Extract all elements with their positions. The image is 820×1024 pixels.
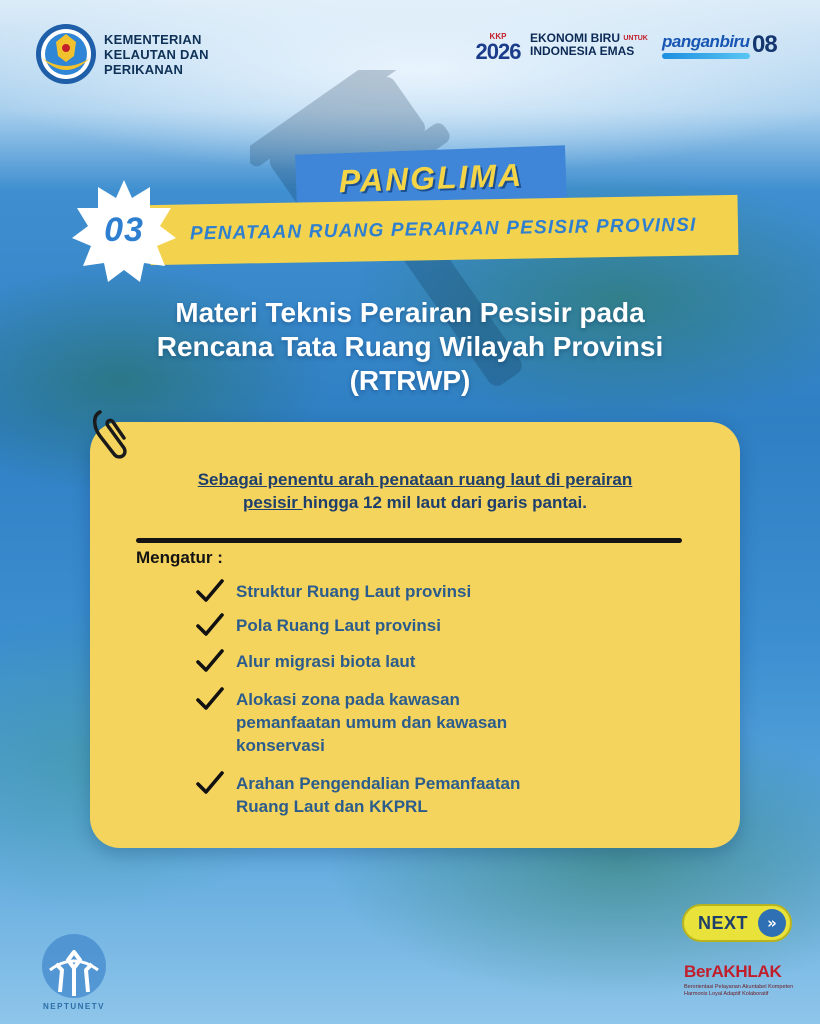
list-item	[196, 688, 636, 757]
next-label: NEXT	[698, 912, 749, 933]
panganbiru-text: panganbiru	[662, 32, 750, 51]
kkp-emblem-icon	[34, 22, 98, 86]
title-line: Materi Teknis Perairan Pesisir pada	[175, 297, 645, 328]
list-item-text	[236, 614, 441, 637]
kkp-2026-logo	[470, 32, 526, 64]
neptune-trident-icon	[40, 930, 108, 1002]
list-item-text	[236, 650, 415, 673]
wave-icon	[662, 53, 750, 59]
ekonomi-line-2: INDONESIA EMAS	[530, 44, 635, 58]
mengatur-label: Mengatur :	[136, 548, 223, 567]
next-button[interactable]	[682, 904, 792, 942]
double-chevron-icon: »	[758, 909, 786, 937]
list-item-line: Alokasi zona pada kawasan	[236, 690, 460, 709]
divider	[136, 538, 682, 543]
list-item	[196, 772, 636, 818]
list-item-line: konservasi	[236, 736, 325, 755]
list-item-line: Struktur Ruang Laut provinsi	[236, 582, 472, 601]
list-item-line: Ruang Laut dan KKPRL	[236, 797, 428, 816]
list-item-text	[236, 772, 520, 818]
checkmark-icon	[196, 612, 224, 638]
list-item-line: Alur migrasi biota laut	[236, 652, 416, 671]
checkmark-icon	[196, 578, 224, 604]
intro-underlined: Sebagai penentu arah penataan ruang laut di perairan	[197, 470, 633, 489]
list-item	[196, 650, 636, 674]
title-line: Rencana Tata Ruang Wilayah Provinsi	[156, 331, 664, 362]
panganbiru-logo	[662, 32, 750, 59]
kkp-small-label: KKP	[489, 32, 507, 41]
panglima-text: PANGLIMA	[338, 156, 524, 199]
berakhlak-tagline: Berorientasi Pelayanan Akuntabel Kompeten Harmonis Loyal Adaptif Kolaboratif	[684, 984, 794, 997]
neptune-label: NEPTUNETV	[43, 1002, 105, 1011]
list-item-line: Arahan Pengendalian Pemanfaatan	[236, 774, 521, 793]
badge-number: 03	[104, 210, 144, 249]
list-item	[196, 580, 636, 604]
checkmark-icon	[196, 648, 224, 674]
ministry-name-line: PERIKANAN	[104, 62, 184, 77]
kkp-year: 2026	[475, 39, 521, 64]
list-item-text	[236, 688, 507, 757]
ministry-name-line: KEMENTERIAN	[104, 32, 202, 47]
ekonomi-line-1: EKONOMI BIRU	[530, 31, 620, 45]
card-intro	[112, 468, 718, 514]
ministry-name	[104, 32, 274, 77]
berakhlak-logo	[684, 962, 800, 998]
list-item	[196, 614, 636, 638]
ekonomi-untuk: UNTUK	[623, 35, 648, 42]
list-item-line: Pola Ruang Laut provinsi	[236, 616, 441, 635]
eight-logo: 08	[752, 31, 777, 58]
berakhlak-brand: BerAKHLAK	[684, 962, 782, 981]
ministry-name-line: KELAUTAN DAN	[104, 47, 209, 62]
topic-text: PENATAAN RUANG PERAIRAN PESISIR PROVINSI	[189, 214, 697, 245]
list-item-line: pemanfaatan umum dan kawasan	[236, 713, 508, 732]
intro-rest: hingga 12 mil laut dari garis pantai.	[302, 493, 587, 512]
page-title	[90, 296, 730, 398]
paperclip-icon	[88, 406, 132, 462]
ekonomi-biru-logo	[530, 32, 656, 58]
topic-banner	[150, 195, 739, 265]
checkmark-icon	[196, 770, 224, 796]
checkmark-icon	[196, 686, 224, 712]
title-line: (RTRWP)	[349, 365, 471, 396]
intro-underlined: pesisir	[243, 493, 303, 512]
list-item-text	[236, 580, 471, 603]
